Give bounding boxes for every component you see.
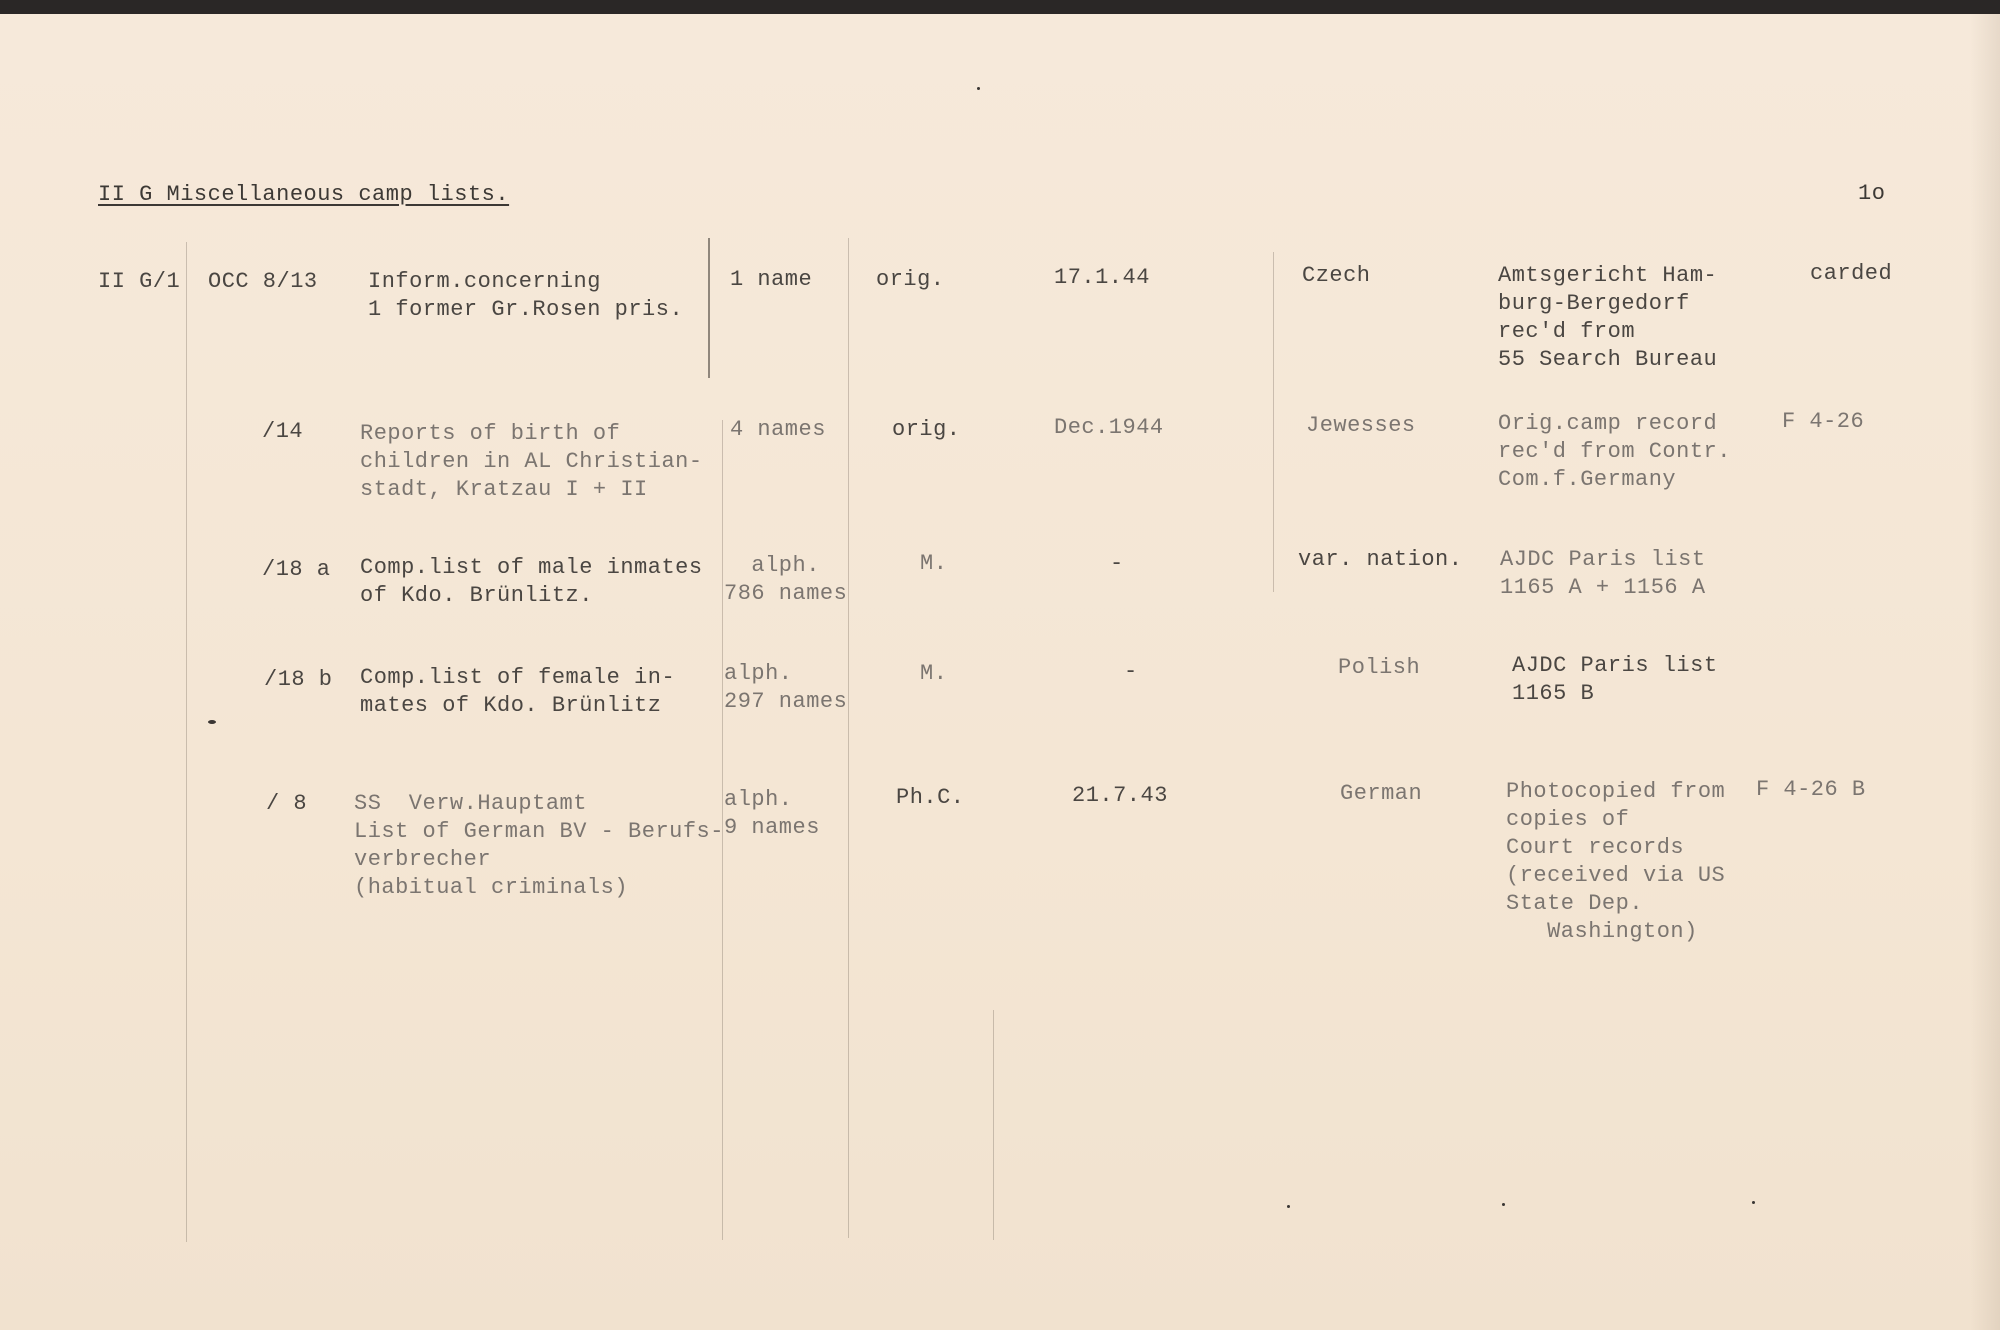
row-code: /14 xyxy=(262,419,304,444)
row-count: alph. 297 names xyxy=(724,661,848,714)
paper-speck xyxy=(977,87,980,90)
paper-speck xyxy=(1502,1203,1505,1206)
paper-speck xyxy=(1287,1205,1290,1208)
row-date: - xyxy=(1110,551,1124,576)
row-source: AJDC Paris list 1165 B xyxy=(1512,653,1718,706)
row-nationality: Czech xyxy=(1302,263,1371,288)
row-date: 17.1.44 xyxy=(1054,265,1150,290)
row-code: /18 a xyxy=(262,557,331,582)
row-type: orig. xyxy=(876,267,945,292)
paper-speck xyxy=(208,720,216,724)
column-rule xyxy=(1273,252,1274,592)
row-date: - xyxy=(1124,659,1138,684)
row-description: Inform.concerning 1 former Gr.Rosen pris. xyxy=(368,269,684,322)
row-date: Dec.1944 xyxy=(1054,415,1164,440)
row-source: Orig.camp record rec'd from Contr. Com.f.Germany xyxy=(1498,411,1731,492)
row-ref: II G/1 xyxy=(98,269,181,294)
paper-speck xyxy=(1752,1201,1755,1204)
scanner-edge xyxy=(0,0,2000,14)
row-count: alph. 9 names xyxy=(724,787,820,840)
row-count: 1 name xyxy=(730,267,813,292)
row-type: Ph.C. xyxy=(896,785,965,810)
row-type: orig. xyxy=(892,417,961,442)
row-nationality: Polish xyxy=(1338,655,1421,680)
row-source: Photocopied from copies of Court records (received via US State Dep. Washington) xyxy=(1506,779,1726,944)
row-description: SS Verw.Hauptamt List of German BV - Berufs- verbrecher (habitual criminals) xyxy=(354,791,724,900)
row-source: AJDC Paris list 1165 A + 1156 A xyxy=(1500,547,1706,600)
row-code: /18 b xyxy=(264,667,333,692)
row-description: Reports of birth of children in AL Christian- stadt, Kratzau I + II xyxy=(360,421,703,502)
row-remark: F 4-26 B xyxy=(1756,777,1866,802)
row-nationality: var. nation. xyxy=(1298,547,1463,572)
row-remark: F 4-26 xyxy=(1782,409,1865,434)
column-rule xyxy=(708,238,710,378)
row-type: M. xyxy=(920,551,948,576)
row-nationality: German xyxy=(1340,781,1423,806)
column-rule xyxy=(993,1010,994,1240)
page-number: 1o xyxy=(1858,181,1886,206)
row-description: Comp.list of female in- mates of Kdo. Brünlitz xyxy=(360,665,676,718)
row-count: alph. 786 names xyxy=(724,553,848,606)
page-edge-shadow xyxy=(1970,14,2000,1330)
row-code: / 8 xyxy=(266,791,308,816)
row-remark: carded xyxy=(1810,261,1893,286)
row-source: Amtsgericht Ham- burg-Bergedorf rec'd from 55 Search Bureau xyxy=(1498,263,1718,372)
page-heading: II G Miscellaneous camp lists. xyxy=(98,182,510,207)
column-rule xyxy=(848,238,849,1238)
row-description: Comp.list of male inmates of Kdo. Brünlitz. xyxy=(360,555,703,608)
row-code: OCC 8/13 xyxy=(208,269,318,294)
row-type: M. xyxy=(920,661,948,686)
row-nationality: Jewesses xyxy=(1306,413,1416,438)
column-rule xyxy=(186,242,187,1242)
row-date: 21.7.43 xyxy=(1072,783,1168,808)
row-count: 4 names xyxy=(730,417,826,442)
